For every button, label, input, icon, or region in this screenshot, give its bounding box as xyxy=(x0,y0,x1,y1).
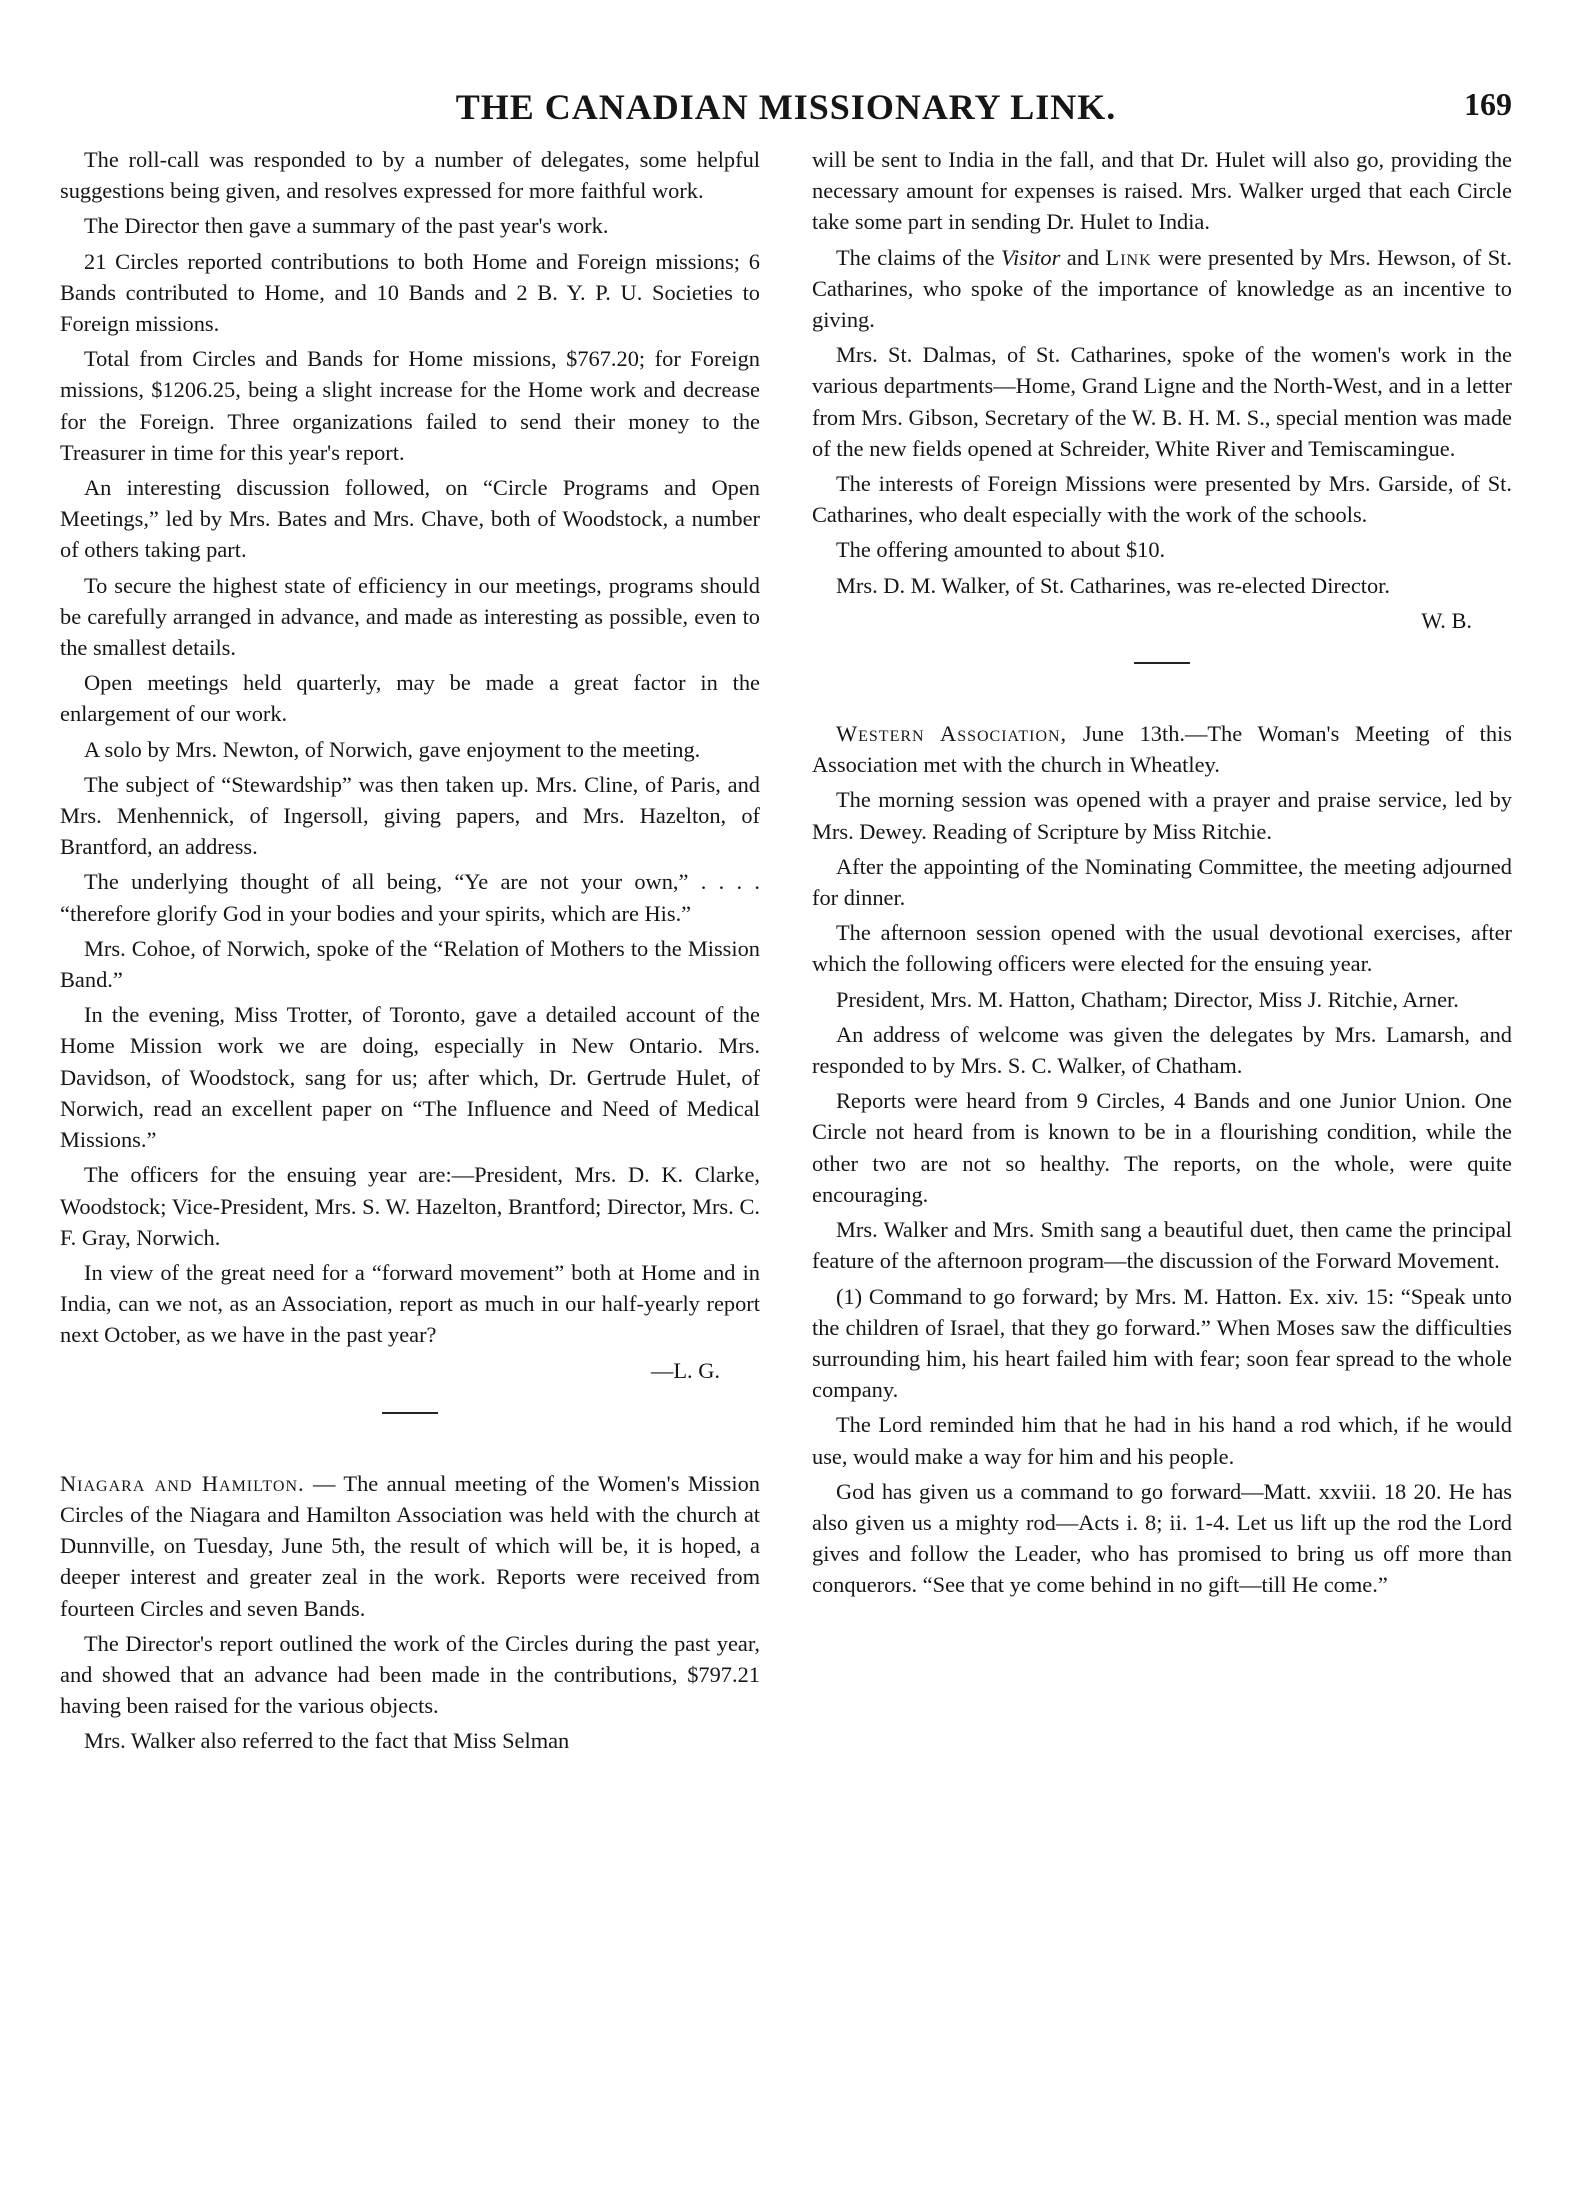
paragraph-text: June 13th.—The Woman's Meeting of this Association met with the church in Wheatley. xyxy=(812,721,1512,778)
paragraph: President, Mrs. M. Hatton, Chatham; Director, Miss J. Ritchie, Arner. xyxy=(836,986,1459,1012)
paragraph: The Director then gave a summary of the past year's work. xyxy=(84,213,609,239)
section-divider xyxy=(382,1412,438,1414)
right-column xyxy=(812,144,1512,1605)
niagara-section-lead xyxy=(60,1468,760,1624)
left-column xyxy=(60,144,760,1761)
paragraph: Mrs. Walker and Mrs. Smith sang a beautiful duet, then came the principal feature of the afternoon program—the discussion of the Forward Movement. xyxy=(812,1217,1512,1274)
paragraph: Mrs. Walker also referred to the fact that Miss Selman xyxy=(84,1728,570,1754)
paragraph: God has given us a command to go forward—Matt. xxviii. 18 20. He has also given us a mighty rod—Acts i. 8; ii. 1-4. Let us lift up the rod the Lord gives and follow the Leader, who has promised to bring us off more than conquerors. “See that ye come behind in no gift—till He come.” xyxy=(812,1478,1512,1598)
paragraph: (1) Command to go forward; by Mrs. M. Hatton. Ex. xiv. 15: “Speak unto the children of Israel, that they go forward.” When Moses saw the difficulties surrounding him, his heart failed him with fear; soon fear spread to the whole company. xyxy=(812,1283,1512,1403)
paragraph: The Lord reminded him that he had in his hand a rod which, if he would use, would make a way for him and his people. xyxy=(812,1412,1512,1469)
publication-title-visitor: Visitor xyxy=(1001,244,1061,270)
masthead-title: THE CANADIAN MISSIONARY LINK. xyxy=(455,87,1117,127)
paragraph: The subject of “Stewardship” was then taken up. Mrs. Cline, of Paris, and Mrs. Menhennick, of Ingersoll, giving papers, and Mrs. Hazelton, of Brantford, an address. xyxy=(60,771,760,860)
paragraph: A solo by Mrs. Newton, of Norwich, gave enjoyment to the meeting. xyxy=(84,736,701,762)
paragraph: The underlying thought of all being, “Ye are not your own,” . . . . “therefore glorify God in your bodies and your spirits, which are His.” xyxy=(60,869,760,926)
paragraph: The roll-call was responded to by a number of delegates, some helpful suggestions being given, and resolves expressed for more faithful work. xyxy=(60,147,760,204)
paragraph-text: — The annual meeting of the Women's Mission Circles of the Niagara and Hamilton Association was held with the church at Dunnville, on Tuesday, June 5th, the result of which will be, it is hoped, a deeper interest and greater zeal in the work. Reports were received from fourteen Circles and seven Bands. xyxy=(60,1470,760,1621)
page-header xyxy=(60,86,1512,136)
paragraph: In view of the great need for a “forward movement” both at Home and in India, can we not, as an Association, report as much in our half-yearly report next October, as we have in the past year? xyxy=(60,1259,760,1348)
paragraph-text: and xyxy=(1060,244,1106,270)
paragraph: An address of welcome was given the delegates by Mrs. Lamarsh, and responded to by Mrs. S. C. Walker, of Chatham. xyxy=(812,1021,1512,1079)
paragraph: The morning session was opened with a prayer and praise service, led by Mrs. Dewey. Reading of Scripture by Miss Ritchie. xyxy=(812,787,1512,844)
paragraph: will be sent to India in the fall, and that Dr. Hulet will also go, providing the necessary amount for expenses is raised. Mrs. Walker urged that each Circle take some part in sending Dr. Hulet to India. xyxy=(812,147,1512,235)
paragraph: Mrs. St. Dalmas, of St. Catharines, spoke of the women's work in the various departments—Home, Grand Ligne and the North-West, and in a letter from Mrs. Gibson, Secretary of the W. B. H. M. S., special mention was made of the new fields opened at Schreider, White River and Temiscamingue. xyxy=(812,342,1512,461)
publication-title-link: Link xyxy=(1105,244,1152,270)
paragraph: Mrs. D. M. Walker, of St. Catharines, was re-elected Director. xyxy=(836,572,1391,598)
paragraph: To secure the highest state of efficiency in our meetings, programs should be carefully arranged in advance, and made as interesting as possible, even to the smallest details. xyxy=(60,572,760,661)
paragraph: Total from Circles and Bands for Home missions, $767.20; for Foreign missions, $1206.25, being a slight increase for the Home work and decrease for the Foreign. Three organizations failed to send their money to the Treasurer in time for this year's report. xyxy=(60,346,760,465)
paragraph: After the appointing of the Nominating Committee, the meeting adjourned for dinner. xyxy=(812,853,1512,911)
signature-wb: W. B. xyxy=(1421,607,1472,633)
signature-lg: —L. G. xyxy=(650,1357,720,1383)
paragraph: The officers for the ensuing year are:—President, Mrs. D. K. Clarke, Woodstock; Vice-President, Mrs. S. W. Hazelton, Brantford; Director, Mrs. C. F. Gray, Norwich. xyxy=(60,1162,760,1250)
paragraph: Reports were heard from 9 Circles, 4 Bands and one Junior Union. One Circle not heard from is known to be in a flourishing condition, while the other two are not so healthy. The reports, on the whole, were quite encouraging. xyxy=(812,1088,1512,1207)
paragraph-text: were presented by Mrs. Hewson, of St. Catharines, who spoke of the importance of knowledge as an incentive to giving. xyxy=(812,244,1512,333)
western-section-lead xyxy=(812,718,1512,780)
section-divider xyxy=(1134,662,1190,664)
paragraph: The interests of Foreign Missions were presented by Mrs. Garside, of St. Catharines, who dealt especially with the work of the schools. xyxy=(812,471,1512,528)
section-heading-western: Western Association, xyxy=(836,721,1068,747)
paragraph: 21 Circles reported contributions to both Home and Foreign missions; 6 Bands contributed to Home, and 10 Bands and 2 B. Y. P. U. Societies to Foreign missions. xyxy=(60,248,760,337)
paragraph: Mrs. Cohoe, of Norwich, spoke of the “Relation of Mothers to the Mission Band.” xyxy=(60,935,760,993)
page-number: 169 xyxy=(1464,86,1512,122)
paragraph: An interesting discussion followed, on “Circle Programs and Open Meetings,” led by Mrs. Bates and Mrs. Chave, both of Woodstock, a number of others taking part. xyxy=(60,475,760,563)
paragraph: Open meetings held quarterly, may be made a great factor in the enlargement of our work. xyxy=(60,670,760,727)
paragraph: The Director's report outlined the work of the Circles during the past year, and showed that an advance had been made in the contributions, $797.21 having been raised for the various objects. xyxy=(60,1630,760,1719)
paragraph xyxy=(812,242,1512,336)
paragraph-text: The claims of the xyxy=(836,244,1002,270)
paragraph: The offering amounted to about $10. xyxy=(836,537,1166,563)
paragraph: In the evening, Miss Trotter, of Toronto, gave a detailed account of the Home Mission work we are doing, especially in New Ontario. Mrs. Davidson, of Woodstock, sang for us; after which, Dr. Gertrude Hulet, of Norwich, read an excellent paper on “The Influence and Need of Medical Missions.” xyxy=(60,1002,760,1153)
section-heading-niagara: Niagara and Hamilton. xyxy=(60,1470,305,1496)
paragraph: The afternoon session opened with the usual devotional exercises, after which the following officers were elected for the ensuing year. xyxy=(812,920,1512,977)
